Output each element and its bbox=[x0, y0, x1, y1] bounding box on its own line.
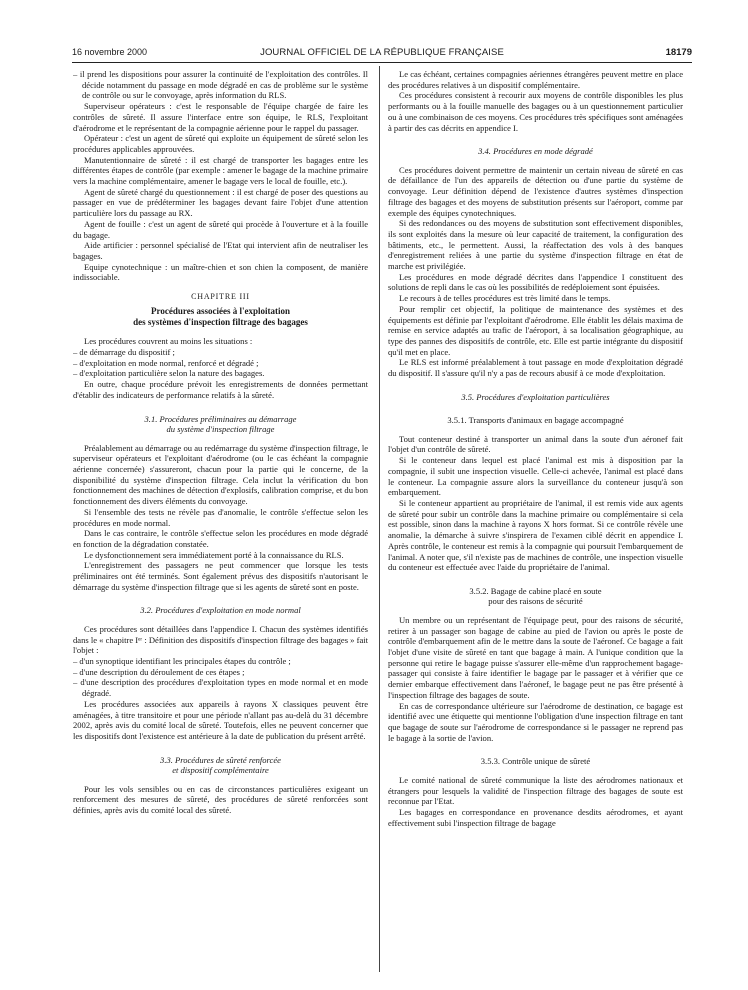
paragraph: Le comité national de sûreté communique la liste des aérodromes nationaux et étrangers pour lesquels la validité de l'inspection filtrage des bagages de soute est reconnue par l'Etat. bbox=[388, 774, 683, 807]
paragraph: Equipe cynotechnique : un maître-chien et son chien la composent, de manière indissociable. bbox=[73, 261, 368, 283]
section-heading-line: et dispositif complémentaire bbox=[172, 765, 269, 776]
paragraph: Le recours à de telles procédures est très limité dans le temps. bbox=[399, 293, 611, 304]
list-item: – d'une description du déroulement de ces étapes ; bbox=[73, 667, 368, 678]
paragraph: Les procédures associées aux appareils à rayons X classiques peuvent être aménagées, à titre transitoire et pour une période n'allant pas au-delà du 31 décembre 2002, après avis du comité local de sûreté. Toutefois, elles ne peuvent concerner que les dispositifs dont l'existence est antérieure à la date de publication du présent arrêté. bbox=[73, 698, 368, 741]
paragraph: Le dysfonctionnement sera immédiatement porté à la connaissance du RLS. bbox=[84, 549, 344, 560]
paragraph: Pour les vols sensibles ou en cas de circonstances particulières exigeant un renforcement des mesures de sûreté, des procédures de sûreté renforcées sont définies, après avis du comité local des sûreté. bbox=[73, 783, 368, 816]
paragraph: En cas de correspondance ultérieure sur l'aérodrome de destination, ce bagage est identifié avec une étiquette qui mentionne l'obligation d'une inspection filtrage en tant que bagage de soute sur l'aérodrome de correspondance si le passager ne reprend pas le bagage à la sortie de l'avion. bbox=[388, 700, 683, 743]
left-column bbox=[73, 69, 368, 974]
section-heading-line: 3.1. Procédures préliminaires au démarrage bbox=[144, 413, 297, 424]
subsection-heading-line: 3.5.2. Bagage de cabine placé en soute bbox=[469, 585, 602, 596]
paragraph: Ces procédures consistent à recourir aux moyens de contrôle disponibles les plus performants ou à la fouille manuelle des bagages ou à un questionnement particulier ou à une combinaison de ces moyens. Ces procédures très spécifiques sont aménagées à partir des cas décrits en appendice I. bbox=[388, 90, 683, 133]
section-heading: 3.5. Procédures d'exploitation particulières bbox=[461, 391, 610, 402]
paragraph: Dans le cas contraire, le contrôle s'effectue selon les procédures en mode dégradé en fonction de la dégradation constatée. bbox=[73, 528, 368, 549]
chapter-title-line: Procédures associées à l'exploitation bbox=[151, 305, 290, 316]
header-journal-title: JOURNAL OFFICIEL DE LA RÉPUBLIQUE FRANÇAISE bbox=[260, 47, 504, 58]
paragraph: Le RLS est informé préalablement à tout passage en mode d'exploitation dégradé du dispositif. Il s'assure qu'il n'y a pas de recours abusif à ce mode d'exploitation. bbox=[388, 357, 683, 379]
paragraph: Un membre ou un représentant de l'équipage peut, pour des raisons de sécurité, retirer à un passager son bagage de cabine au pied de l'avion ou après le poste de contrôle d'embarquement afin de le mettre dans la soute de l'aéronef. Ce bagage a fait l'objet d'une visite de sûreté en tant que bagage à main. A l'unique condition que la personne qui retire le bagage puisse s'assurer elle-même d'un rapprochement bagage-passager qui consiste à faire identifier le bagage par le passager et à vérifier que ce dernier embarque effectivement dans l'aéronef, le bagage peut ne pas être présenté à l'inspection filtrage des bagages de soute. bbox=[388, 614, 683, 700]
paragraph: Tout conteneur destiné à transporter un animal dans la soute d'un aéronef fait l'objet d'un contrôle de sûreté. bbox=[388, 433, 683, 455]
paragraph: – il prend les dispositions pour assurer la continuité de l'exploitation des contrôles. Il décide notamment du passage en mode dégradé en cas de problème sur le système de contrôle ou sur le convoyage, après information du RLS. bbox=[73, 69, 368, 101]
paragraph: Aide artificier : personnel spécialisé de l'Etat qui intervient afin de neutraliser les bagages. bbox=[73, 240, 368, 261]
subsection-heading: 3.5.3. Contrôle unique de sûreté bbox=[480, 756, 591, 767]
chapter-heading: CHAPITRE III bbox=[191, 292, 250, 302]
subsection-heading bbox=[388, 586, 683, 607]
paragraph: Préalablement au démarrage ou au redémarrage du système d'inspection filtrage, le superviseur opérateurs et l'exploitant d'aérodrome (ou le cas échéant la compagnie aérienne concernée) s'assureront, chacun pour la partie qui le concerne, de la disponibilité du système d'inspection filtrage. Cela inclut la vérification du bon fonctionnement des machines de détection d'explosifs, calibration comprise, et du bon fonctionnement des divers éléments du convoyage. bbox=[73, 442, 368, 507]
paragraph: Pour remplir cet objectif, la politique de maintenance des systèmes et des équipements est définie par l'exploitant d'aérodrome. Elle établit les délais maxima de remise en service adaptés au trafic de l'aéroport, à sa localisation géographique, au type des pannes des dispositifs de contrôle, etc. Elle est partie intégrante du dispositif qu'il met en place. bbox=[388, 303, 683, 357]
paragraph: Ces procédures doivent permettre de maintenir un certain niveau de sûreté en cas de défaillance de l'un des appareils de détection ou d'une partie du système de convoyage. Leur définition dépend de l'existence d'autres systèmes d'inspection filtrage des bagages et des moyens de substitution présents sur l'aéroport, comme par exemple des équipes cynotechniques. bbox=[388, 164, 683, 218]
right-column bbox=[388, 69, 683, 974]
list-item: – d'exploitation particulière selon la nature des bagages. bbox=[73, 368, 368, 379]
subsection-heading-line: pour des raisons de sécurité bbox=[488, 596, 583, 607]
section-heading: 3.4. Procédures en mode dégradé bbox=[478, 146, 593, 157]
paragraph: Agent de fouille : c'est un agent de sûreté qui procède à l'ouverture et à la fouille du bagage. bbox=[73, 218, 368, 240]
list-item: – d'exploitation en mode normal, renforcé et dégradé ; bbox=[73, 358, 368, 369]
subsection-heading: 3.5.1. Transports d'animaux en bagage accompagné bbox=[447, 415, 624, 426]
chapter-title-line: des systèmes d'inspection filtrage des bagages bbox=[133, 316, 308, 327]
paragraph: En outre, chaque procédure prévoit les enregistrements de données permettant d'établir des indicateurs de performance relatifs à la sûreté. bbox=[73, 379, 368, 400]
paragraph: Si des redondances ou des moyens de substitution sont effectivement disponibles, ils sont exploités dans la mesure où leur capacité de traitement, la configuration des bâtiments, etc., le permettent. Aussi, la réaffectation des vols à des banques d'enregistrement reliées à une partie du système d'inspection filtrage en état de marche est privilégiée. bbox=[388, 218, 683, 272]
paragraph: Ces procédures sont détaillées dans l'appendice I. Chacun des systèmes identifiés dans le « chapitre Iᵉʳ : Définition des dispositifs d'inspection filtrage des bagages » fait l'objet : bbox=[73, 623, 368, 656]
header-page-number: 18179 bbox=[665, 47, 692, 58]
list-item: – d'un synoptique identifiant les principales étapes du contrôle ; bbox=[73, 656, 368, 667]
paragraph: Opérateur : c'est un agent de sûreté qui exploite un équipement de sûreté selon les procédures applicables approuvées. bbox=[73, 133, 368, 154]
column-divider bbox=[379, 66, 380, 972]
header-rule bbox=[72, 62, 692, 63]
paragraph: Si l'ensemble des tests ne révèle pas d'anomalie, le contrôle s'effectue selon les procédures en mode normal. bbox=[73, 506, 368, 528]
section-heading: 3.2. Procédures d'exploitation en mode normal bbox=[140, 605, 301, 616]
section-heading bbox=[73, 414, 368, 435]
paragraph: Si le conteneur dans lequel est placé l'animal est mis à disposition par la compagnie, il subit une inspection visuelle. Celle-ci achevée, l'animal est placé dans le conteneur. La compagnie assure alors la surveillance du conteneur jusqu'à son embarquement. bbox=[388, 455, 683, 498]
paragraph: Le cas échéant, certaines compagnies aériennes étrangères peuvent mettre en place des procédures relatives à un dispositif complémentaire. bbox=[388, 69, 683, 90]
list-item: – d'une description des procédures d'exploitation types en mode normal et en mode dégradé. bbox=[73, 677, 368, 698]
paragraph: Les procédures couvrent au moins les situations : bbox=[84, 336, 253, 347]
paragraph: L'enregistrement des passagers ne peut commencer que lorsque les tests préliminaires ont été terminés. Sont également prévus des dispositifs n'autorisant le démarrage du système d'inspection filtrage que si les agents de sûreté sont en poste. bbox=[73, 560, 368, 592]
paragraph: Manutentionnaire de sûreté : il est chargé de transporter les bagages entre les différentes étapes de contrôle (par exemple : amener le bagage de la machine primaire vers la machine complémentaire, amener le bagage vers le local de fouille, etc.). bbox=[73, 154, 368, 187]
list-item: – de démarrage du dispositif ; bbox=[73, 347, 368, 358]
paragraph: Agent de sûreté chargé du questionnement : il est chargé de poser des questions au passager en vue de prédéterminer les bagages devant faire l'objet d'une attention particulière lors du passage au RX. bbox=[73, 186, 368, 219]
page-header bbox=[72, 47, 692, 61]
section-heading-line: 3.3. Procédures de sûreté renforcée bbox=[160, 754, 281, 765]
paragraph: Superviseur opérateurs : c'est le responsable de l'équipe chargée de faire les contrôles de sûreté. Il assure l'interface entre son équipe, le RLS, l'exploitant d'aérodrome et le représentant de la compagnie aérienne pour le rappel du passager. bbox=[73, 101, 368, 133]
paragraph: Les procédures en mode dégradé décrites dans l'appendice I constituent des solutions de repli dans le cas où les possibilités de redéploiement sont épuisées. bbox=[388, 271, 683, 293]
section-heading-line: du système d'inspection filtrage bbox=[166, 424, 275, 435]
paragraph: Les bagages en correspondance en provenance desdits aérodromes, et ayant effectivement subi l'inspection filtrage de bagage bbox=[388, 806, 683, 828]
section-heading bbox=[73, 755, 368, 776]
header-date: 16 novembre 2000 bbox=[72, 47, 148, 57]
paragraph: Si le conteneur appartient au propriétaire de l'animal, il est remis vide aux agents de sûreté pour subir un contrôle dans la machine primaire ou complémentaire si cela est possible, sinon dans la machine à rayons X hors format. Si ce contrôle révèle une anomalie, la démarche à suivre s'inspirera de l'examen ciblé décrit en appendice I. Après contrôle, le conteneur est remis à la compagnie qui poursuit l'embarquement de l'animal. A noter que, s'il n'existe pas de machines de contrôle, une inspection visuelle du conteneur est effectuée avec l'aide du propriétaire de l'animal. bbox=[388, 498, 683, 573]
chapter-title bbox=[73, 306, 368, 328]
